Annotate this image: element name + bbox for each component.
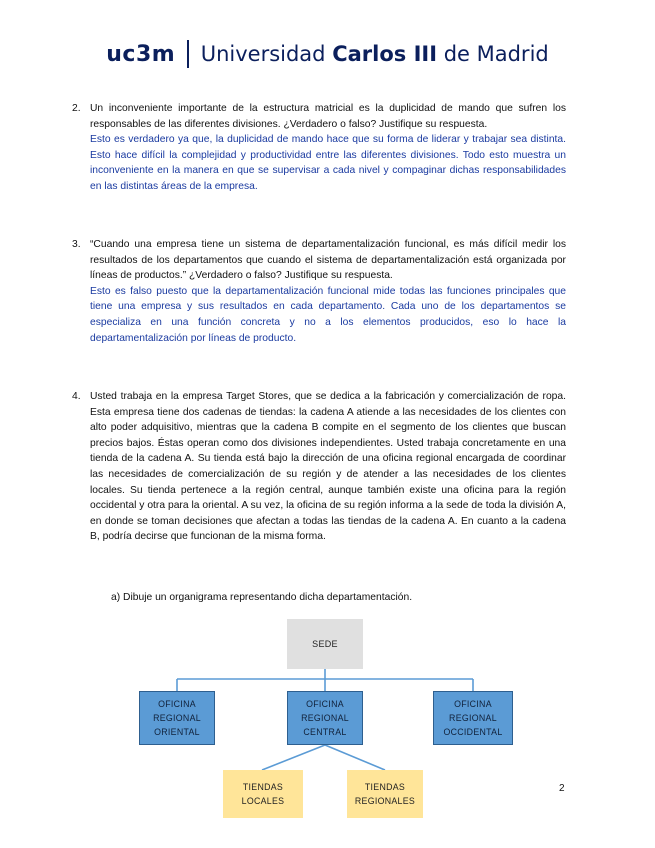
- org-node-office-oriental: OFICINA REGIONAL ORIENTAL: [139, 691, 215, 745]
- subquestion-a: a) Dibuje un organigrama representando dicha departamentación.: [111, 592, 413, 603]
- question-number: 4.: [72, 391, 81, 402]
- org-node-stores-regional: TIENDAS REGIONALES: [347, 770, 423, 818]
- question-text: Un inconveniente importante de la estructura matricial es la duplicidad de mando que sufren los responsables de las diferentes divisiones. ¿Verdadero o falso? Justifique su respuesta.: [90, 103, 566, 130]
- uc3m-logo: uc3m: [106, 41, 176, 67]
- question-4: [72, 389, 566, 545]
- logo-divider: [187, 40, 189, 68]
- university-name: Universidad Carlos III de Madrid: [200, 42, 549, 66]
- question-number: 2.: [72, 103, 81, 114]
- answer-text: Esto es falso puesto que la departamentalización funcional mide todas las funciones principales que tiene una empresa y sus resultados en cada departamento. Cada uno de los departamentos se especializa en una función concreta y no a los elementos producidos, eso lo hace la departamentalización por líneas de producto.: [90, 285, 566, 344]
- connector-store-regional: [325, 745, 385, 770]
- org-node-stores-local: TIENDAS LOCALES: [223, 770, 303, 818]
- page-number: 2: [559, 783, 565, 794]
- question-2: [72, 101, 566, 195]
- org-node-sede: SEDE: [287, 619, 363, 669]
- org-node-office-occidental: OFICINA REGIONAL OCCIDENTAL: [433, 691, 513, 745]
- question-number: 3.: [72, 239, 81, 250]
- university-header: [0, 40, 655, 68]
- connector-store-local: [262, 745, 325, 770]
- question-3: [72, 237, 566, 346]
- question-text: “Cuando una empresa tiene un sistema de departamentalización funcional, es más difícil medir los resultados de los departamentos que cuando el sistema de departamentalización está organizada por líneas de productos.” ¿Verdadero o falso? Justifique su respuesta.: [90, 239, 566, 282]
- org-node-office-central: OFICINA REGIONAL CENTRAL: [287, 691, 363, 745]
- answer-text: Esto es verdadero ya que, la duplicidad de mando hace que su forma de liderar y trabajar sea distinta. Esto hace difícil la complejidad y productividad entre las diferentes divisiones. Todo esto muestra un inconveniente en la manera en que se supervisar a cada nivel y compaginar dichas responsabilidades en las distintas áreas de la empresa.: [90, 134, 566, 192]
- question-text: Usted trabaja en la empresa Target Stores, que se dedica a la fabricación y comercialización de ropa. Esta empresa tiene dos cadenas de tiendas: la cadena A atiende a las necesidades de los clientes con alto poder adquisitivo, mientras que la cadena B compite en el segmento de los clientes que buscan precios bajos. Éstas operan como dos divisiones independientes. Usted trabaja concretamente en una tienda de la cadena A. Su tienda está bajo la dirección de una oficina regional encargada de coordinar las necesidades de comercialización de su región y de atender a las necesidades de los clientes locales. Su tienda pertenece a la región central, aunque también existe una oficina para la región occidental y otra para la oriental. A su vez, la oficina de su región informa a la sede de toda la división A, en donde se toman decisiones que afectan a todas las tiendas de la cadena A. En cuanto a la cadena B, podría decirse que funcionan de la misma forma.: [90, 391, 566, 543]
